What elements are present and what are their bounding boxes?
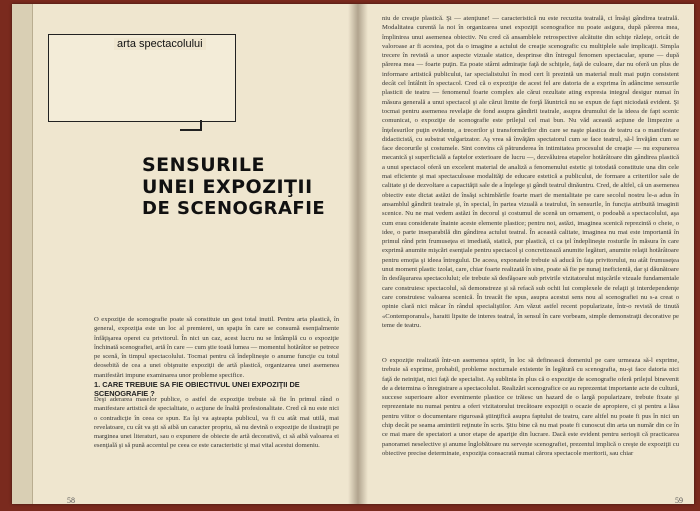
article-title: [142, 154, 342, 220]
frame-tail-horizontal: [180, 129, 202, 131]
right-page: [362, 4, 694, 504]
page-number-right: 59: [675, 496, 683, 504]
section-heading: 1. CARE TREBUIE SA FIE OBIECTIVUL UNEI EXPOZIŢII DE SCENOGRAFIE ?: [94, 380, 300, 398]
body-paragraph: Deşi aderarea maselor publice, o astfel de expoziţie trebuie să fie în primul rând o manifestare artistică de specialitate, o acţiune de înaltă profesionalitate. Cred că nu este nici o contradicţie în ceea ce spun. Ea îşi va aşteapta publicul, va fi cu atât mai utilă, mai revelatoare, cu cât va şti să aibă un caracter propriu, să nu devină o expoziţie de ilustraţii pe marginea unei literaturi, sau o expunere de obiecte de artă decorativă, ci să aibă valoarea ei esenţială şi să pună accentul pe ceea ce este caracteristic şi mai vital acestui domeniu.: [94, 396, 339, 450]
section-tag: arta spectacolului: [114, 38, 206, 50]
left-page: [12, 4, 352, 504]
page-number-left: 58: [67, 496, 75, 504]
title-line-2: UNEI EXPOZIŢII: [142, 176, 313, 198]
intro-paragraph: O expoziţie de scenografie poate să constituie un gest total inutil. Pentru arta plastică, în general, expoziţia este un loc al premierei, un spaţiu în care se consumă esenţialmente înfăţişarea operei cu privitorul. În nici un caz, acest lucru nu se întâmplă cu o expoziţie închinată scenografiei, artă în care — cum ştie toată lumea — momentul hotărâtor se petrece pe scenă, în timpul spectacolului. Tocmai pentru că îndeplineşte o anume funcţie cu totul deosebită de cea a unei obişnuite expoziţii de artă plastică, organizarea unei asemenea manifestări impune examinarea unor probleme specifice.: [94, 316, 339, 379]
title-line-1: SENSURILE: [142, 154, 265, 176]
book-spread: [12, 4, 694, 504]
right-paragraph-2: O expoziţie realizată într-un asemenea spirit, în loc să definească domeniul pe care urmeaza să-l exprime, trebuie să exprime, probabil, probleme nocturnale existente în legătură cu scenografia, nu-şi face datoria nici faţă de neiniţiat, nici faţă de specialist. Aş sublinia în plus că o expoziţie de scenografie oferă prilejul binevenit de a determina o înregistrare a spectacolului. Realizări scenografice ce au reprezentat importante acte de cultură, succese superioare altor evenimente plastice ce trăiesc un hazard de o largă popularizare, trebuie fixate şi reprezentate nu numai pentru a oferi vizitatorului trecătoare expoziţii o ocazie de apropiere, ci şi pentru a lăsa pentru viitor o documentare riguroasă ştiinţifică asupra faptului de teatru, care altfel nu poate fi pus în nici un chip decât pe seama amintirii reţinute în scris. Ştiu bine că nu mai poate fi cunoscut din arta un număr din ce în ce mai mare de spectatori a unor etape de apariţie din lucrare. Dacă este evident pentru serioşii că practicarea panoramei neselective şi anume înglobătoare nu serveşte scenografiei, prezentul implică o creşte de expoziţii cu obiective precise determinate, expoziţia consacrată numai cărora spectacole meritorii, sau chiar: [382, 357, 679, 457]
right-paragraph-1: niu de creaţie plastică. Şi — atenţiune! — caracteristică nu este recuzita teatrală, ci însăşi gândirea teatrală. Modalitatea curentă la noi în organizarea unei expoziţii scenografice nu poate asigura, după părerea mea, împlinirea unui asemenea obiectiv. Nu cred că ansamblele retrospective alcătuite din schiţe răzleţe, oricât de valoroase ar fi acestea, pot da o imagine a actului de creaţie scenografic cu multiplele sale implicaţii. Simpla trecere în revistă a unor aspecte vizuale statice, desprinse din întregul fenomen spectacular, spune — după părerea mea — foarte puţin. Ea poate stârni admiraţie faţă de schiţele, faţă de culoare, dar nu oferă un plus de informare artistică publicului, iar specialistului în mod cert îi prezintă un material mult mai puţin consistent decât cel întâlnit în spectacol. Cred că o expoziţie de acest fel are datoria de a exprima în adâncime sensurile plasticii de teatru — fenomenul foarte complex ale cărui rezultate ating expresia integral desigur numai în măsura generală a unui spectacol şi ale cărui limite de forţă lăuntrică nu se expun de fapt niciodată evident. Şi tocmai pentru asemenea revelaţie de fond asupra gândirii teatrale, asupra drumului de la ideea de fapt scenic comunicat, o expoziţie de scenografie este prilejul cel mai bun. Nu văd această acţiune de limpezire a înţelesurilor puţin evidente, a trecerilor şi transformărilor din care se naşte plastica de teatru ca o manifestare didacticistă, cu substrat vulgarizator. Aş vrea să învăţăm spectatorul cum se face teatrul, să-l învăţăm cum se face decorurile şi costumele. Sint convins că pătrunderea în intimitatea procesului de creaţie — nu expunerea mecanică şi superficială a faptelor exterioare de lucru —, dezvăluirea etapelor hotărâtoare din gândirea plastică a unui spectacol oferă un excelent material de analiză a fenomenului estetic şi totodată constituie una din cele mai eficiente şi mai spectaculoase modalităţi de educare estetică a publicului, de formare a criteriilor sale de calitate şi de dezvoltare a capacităţii sale de a înţelege şi gândi teatrul dinăuntru. Cred, de altfel, că un asemenea obiectiv este dictat astăzi de însăşi schimbările foarte mari de mentalitate pe care secolul nostru le-a adus în ansamblul gândirii teatrale şi, în special, în partea vizuală a teatrului, în sensurile, în funcţia atribuită imaginii scenice. Nu ne mai vedem astăzi în decorul şi costumul de scenă un ornament, o podoabă a spectacolului, aşa cum erau considerate înainte aceste elemente plastice; pentru noi, astăzi, imaginea scenică reprezintă o cheie, o idee, o parte inseparabilă din gândirea actului teatral. În această calitate, imaginea nu mai este importantă în primul rând prin frumuseţea ei imediată, statică, pur plastică, ci ca ţel îndeplineşte rosturile în măsura în care exprimă anumite mişcări esenţiale pentru spectacol şi concretizează anumite legături, anumite relaţii hotărâtoare pentru emoţia şi ideea întregului. De aceea, exponatele trebuie să aducă în faţa privitorului, nu atât frumuseţea unui moment plastic izolat, care, chiar foarte realizată în sine, poate să fie pe nunaj ineficientă, dar şi dăunătoare în desfăşurarea spectacolului; ele trebuie să desfăşoare sub privirile vizitatorului mişcările vizuale fundamentale care construiesc spectacolul, să demonstreze şi să refacă sub ochii lui complexele de relaţii şi interdependenţe care construiesc valoarea scenică. În treacăt fie spus, asupra acestui sens nou al scenografiei nu s-a creat o opinie clară nici măcar în rândul specialiştilor. Am văzut astfel recent popularizate, într-o revistă de tinută «Contemporanul», haraiti lipsite de interes teatral, în sensul în care vorbeam, simple demonstraţii decorative pe teme de teatru.: [382, 15, 679, 329]
page-edge: [12, 4, 33, 504]
title-line-3: DE SCENOGRAFIE: [142, 198, 326, 219]
